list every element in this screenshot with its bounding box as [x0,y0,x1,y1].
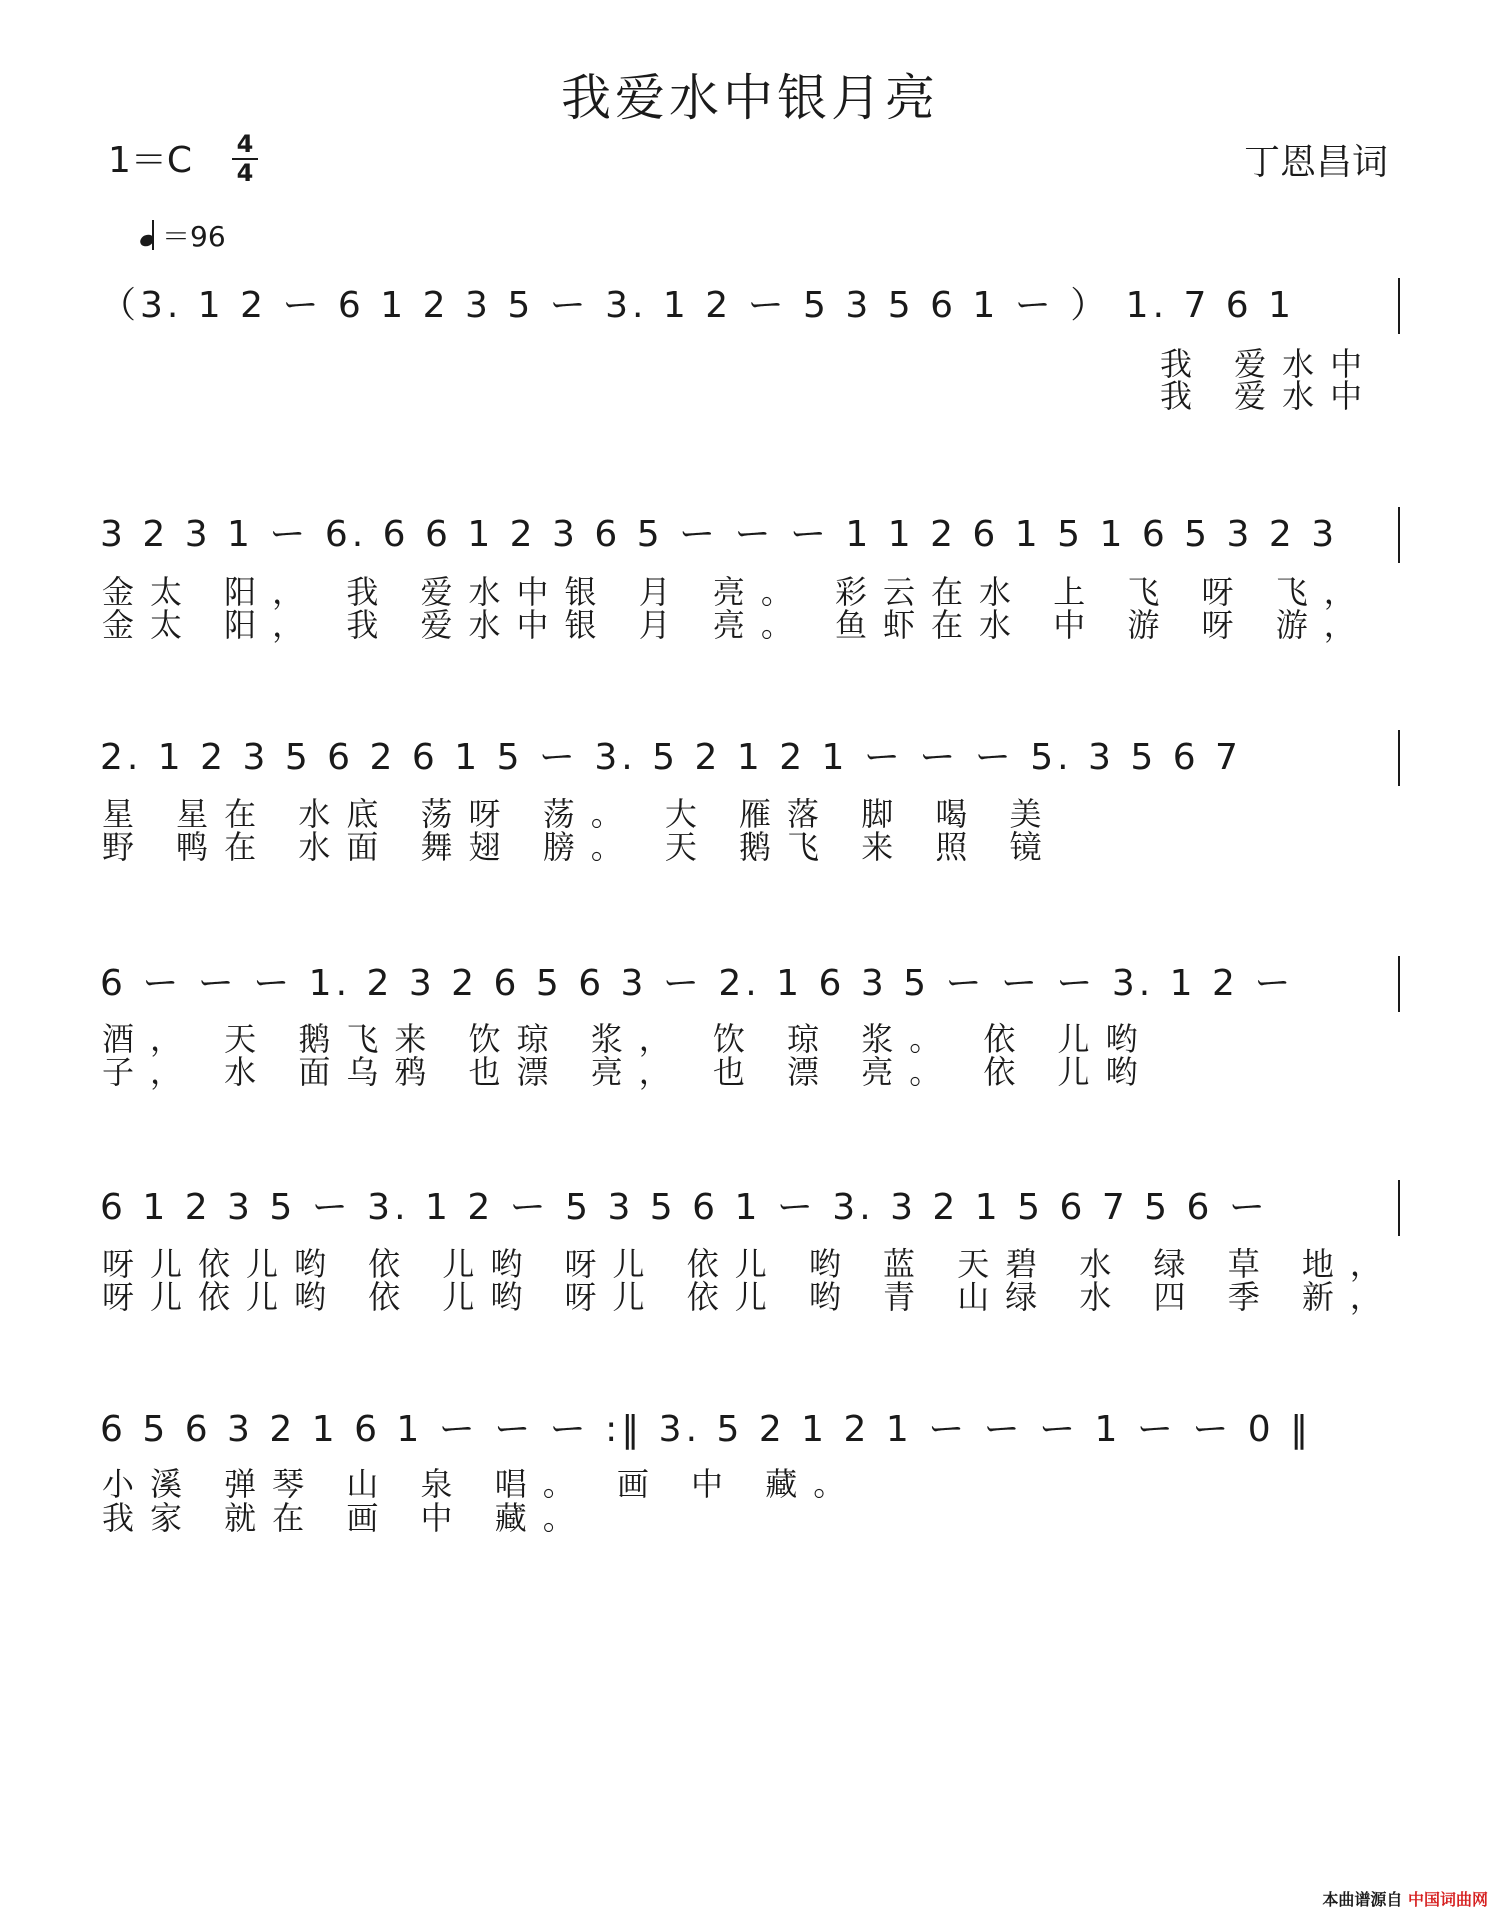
barline [1398,956,1400,1012]
lyric-row-4-verse-1: 酒， 天 鹅飞来 饮琼 浆， 饮 琼 浆。 依 儿哟 [102,1020,1154,1058]
song-title: 我爱水中银月亮 [561,69,939,127]
notation-row-1-notes: （3. 1 2 ー 6 1 2 3 5 ー 3. 1 2 ー 5 3 5 6 1 ー ） 1. 7 6 1 [100,285,1296,326]
notation-row-3-notes: 2. 1 2 3 5 6 2 6 1 5 ー 3. 5 2 1 2 1 ー ー ー 5. 3 5 6 7 [100,737,1242,778]
tempo-value: ＝96 [162,220,226,253]
notation-row-2 [100,507,1410,577]
lyric-row-5-verse-2: 呀儿依儿哟 依 儿哟 呀儿 依儿 哟 青 山绿 水 四 季 新， [102,1278,1398,1316]
site-name-link[interactable]: 中国词曲网 [1407,1890,1488,1909]
lyric-row-3-verse-1: 星 星在 水底 荡呀 荡。 大 雁落 脚 喝 美 [102,795,1058,833]
lyric-row-2-verse-2: 金太 阳， 我 爱水中银 月 亮。 鱼虾在水 中 游 呀 游， [102,606,1372,644]
lyric-row-6-verse-2: 我家 就在 画 中 藏。 [102,1499,591,1537]
time-signature-bottom: 4 [236,159,254,187]
notation-row-4 [100,956,1410,1026]
lyric-row-5-verse-1: 呀儿依儿哟 依 儿哟 呀儿 依儿 哟 蓝 天碧 水 绿 草 地， [102,1245,1398,1283]
tempo-marking [140,215,226,255]
barline [1398,730,1400,786]
lyric-row-2-verse-1: 金太 阳， 我 爱水中银 月 亮。 彩云在水 上 飞 呀 飞， [102,573,1372,611]
key-signature: 1＝C [108,140,193,181]
notation-row-2-notes: 3 2 3 1 ー 6. 6 6 1 2 3 6 5 ー ー ー 1 1 2 6 1 5 1 6 5 3 2 3 [100,514,1339,555]
lyric-row-1-verse-2: 我 爱水中 [1160,377,1379,415]
notation-row-3 [100,730,1410,800]
source-label: 本曲谱源自 [1322,1890,1403,1909]
barline [1398,507,1400,563]
lyric-row-4-verse-2: 子， 水 面乌鸦 也漂 亮， 也 漂 亮。 依 儿哟 [102,1053,1154,1091]
time-signature [232,132,258,186]
notation-row-6 [100,1402,1410,1472]
barline [1398,278,1400,334]
notation-row-4-notes: 6 ー ー ー 1. 2 3 2 6 5 6 3 ー 2. 1 6 3 5 ー ー ー 3. 1 2 ー [100,963,1295,1004]
barline [1398,1180,1400,1236]
lyric-row-1-verse-1: 我 爱水中 [1160,345,1379,383]
notation-row-6-notes: 6 5 6 3 2 1 6 1 ー ー ー :‖ 3. 5 2 1 2 1 ー ー ー 1 ー ー 0 ‖ [100,1409,1313,1450]
notation-row-1 [100,278,1410,348]
time-signature-top: 4 [236,130,254,158]
lyricist-credit: 丁恩昌词 [1243,142,1388,183]
lyric-row-6-verse-1: 小溪 弹琴 山 泉 唱。 画 中 藏。 [102,1465,862,1503]
notation-row-5 [100,1180,1410,1250]
notation-row-5-notes: 6 1 2 3 5 ー 3. 1 2 ー 5 3 5 6 1 ー 3. 3 2 1 5 6 7 5 6 ー [100,1187,1269,1228]
source-footer [1322,1887,1488,1910]
lyric-row-3-verse-2: 野 鸭在 水面 舞翅 膀。 天 鹅飞 来 照 镜 [102,828,1058,866]
